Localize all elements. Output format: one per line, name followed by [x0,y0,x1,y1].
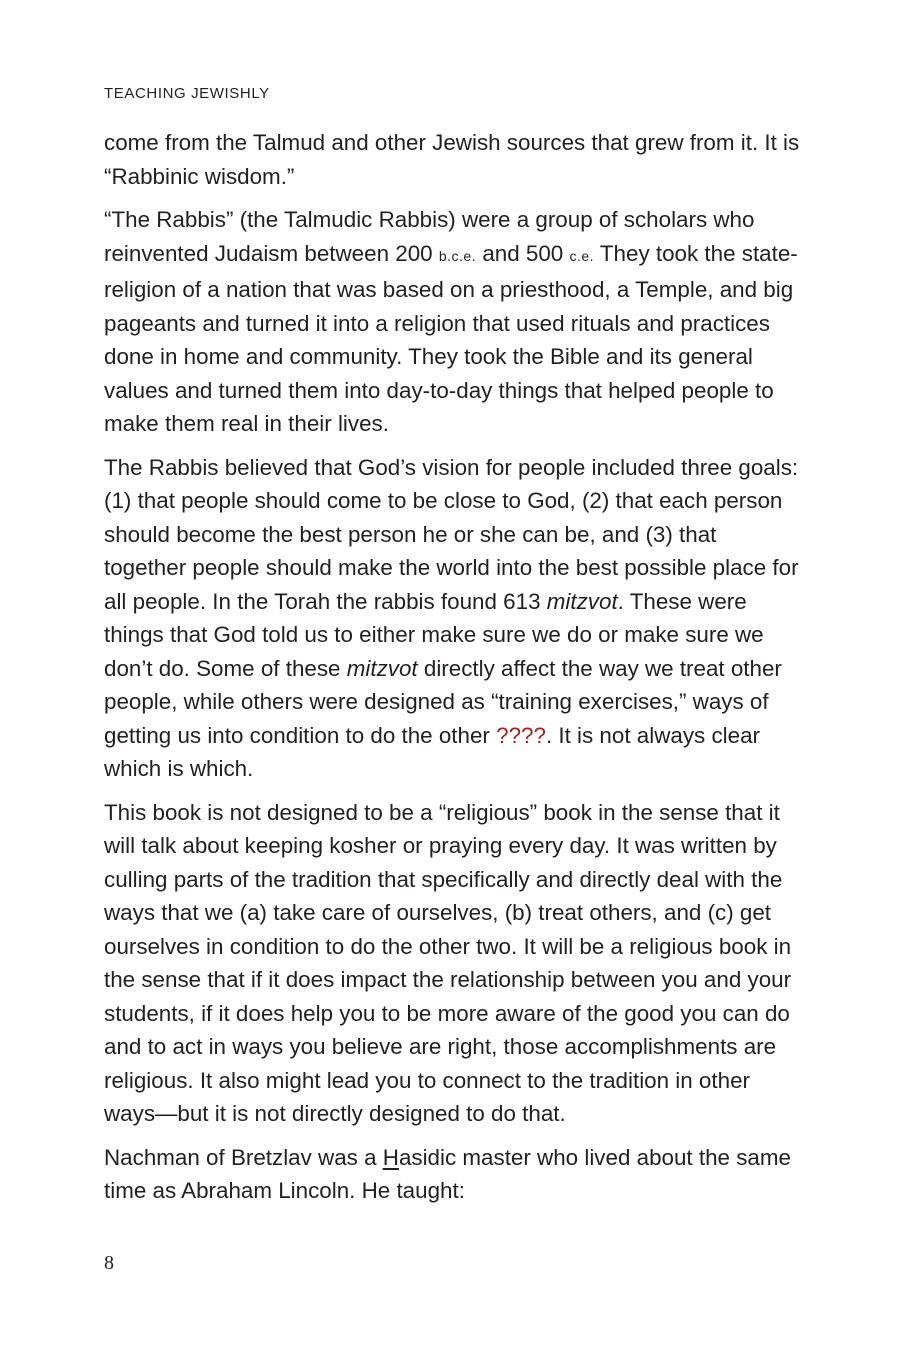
paragraph-1: come from the Talmud and other Jewish sources that grew from it. It is “Rabbinic wisdom.” [104,130,800,189]
underlined-h: H [382,1144,399,1170]
mitzvot-term: mitzvot [346,655,418,681]
ce-abbreviation: c.e. [569,247,595,264]
body-text [104,126,804,1218]
editor-query-mark: ???? [496,722,546,748]
paragraph-5-text-a: Nachman of Bretzlav was a [104,1144,383,1170]
page-number: 8 [104,1252,114,1274]
paragraph-3-text-a: The Rabbis believed that God’s vision for people included three goals: (1) that people should come to be close to God, (2) that each person should become the best person he or she can be, and (3) that together people should make the world into the best possible place for all people. In the Torah the rabbis found 613 [104,454,799,614]
paragraph-3-text-c: directly affect the way we treat other people, while others were designed as “training exercises,” ways of getting us into condition to do the other [104,655,782,748]
bce-abbreviation: b.c.e. [438,247,477,264]
paragraph-3-text-d: . It is not always clear which is which. [104,722,760,781]
paragraph-2-text-b: and 500 [476,240,570,266]
paragraph-2-text-a: “The Rabbis” (the Talmudic Rabbis) were a group of scholars who reinvented Judaism between 200 [104,207,755,266]
paragraph-5-text-b: asidic master who lived about the same time as Abraham Lincoln. He taught: [104,1144,791,1203]
paragraph-5 [104,1141,804,1208]
running-head: TEACHING JEWISHLY [104,85,270,102]
paragraph-2-text-c: They took the state-religion of a nation that was based on a priesthood, a Temple, and big pageants and turned it into a religion that used rituals and practices done in home and community. They took the Bible and its general values and turned them into day-to-day things that helped people to make them real in their lives. [104,240,798,436]
paragraph-3-text-b: . These were things that God told us to either make sure we do or make sure we don’t do. Some of these [104,588,764,681]
mitzvot-term: mitzvot [546,588,618,614]
paragraph-3 [104,451,804,786]
paragraph-4: This book is not designed to be a “religious” book in the sense that it will talk about keeping kosher or praying every day. It was written by culling parts of the tradition that specifically and directly deal with the ways that we (a) take care of ourselves, (b) treat others, and (c) get ourselves in condition to do the other two. It will be a religious book in the sense that if it does impact the relationship between you and your students, if it does help you to be more aware of the good you can do and to act in ways you believe are right, those accomplishments are religious. It also might lead you to connect to the tradition in other ways—but it is not directly designed to do that. [104,799,792,1126]
paragraph-2 [104,203,804,441]
